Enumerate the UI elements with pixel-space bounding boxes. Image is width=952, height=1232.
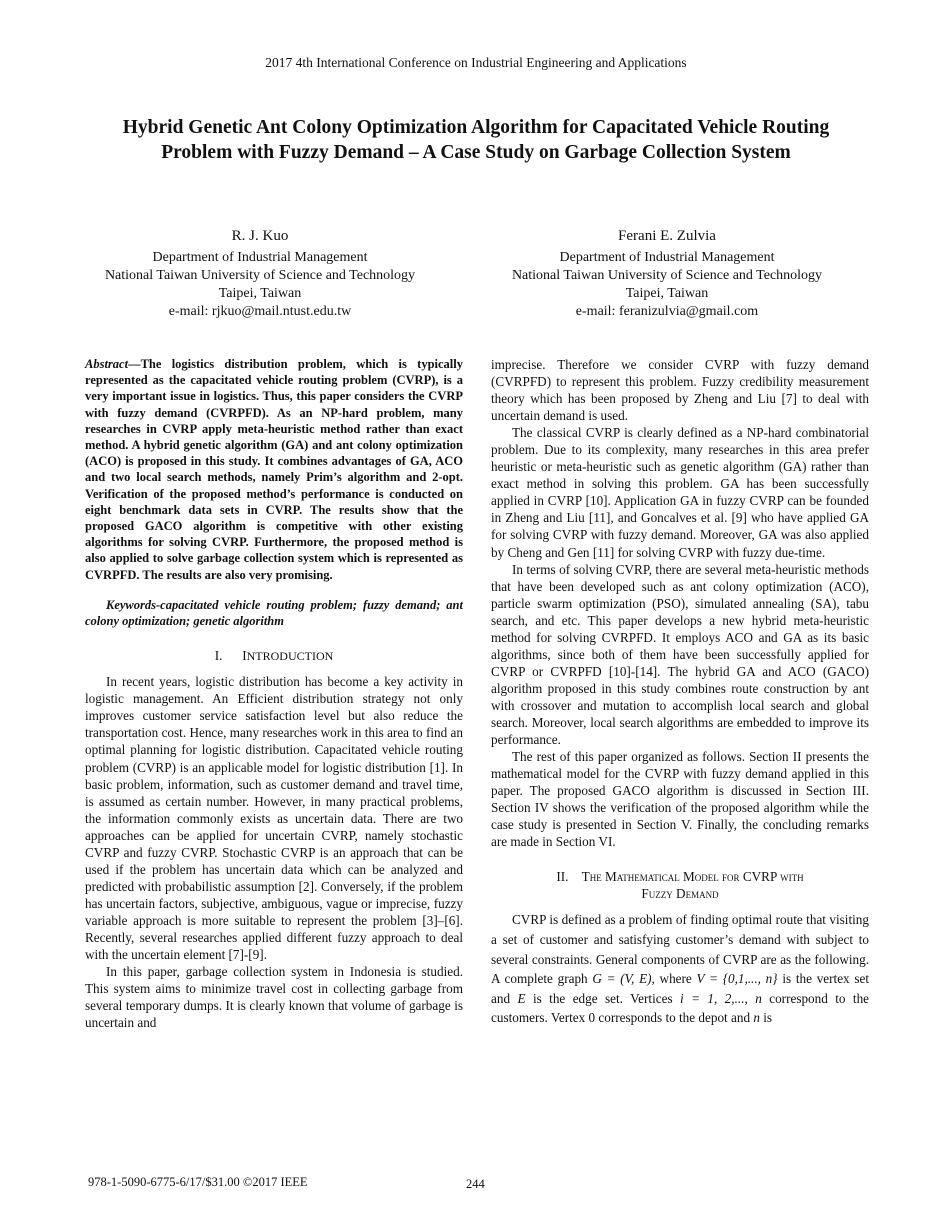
section-number: II. bbox=[556, 869, 569, 885]
author-univ: National Taiwan University of Science and Technology bbox=[104, 268, 416, 283]
paragraph: imprecise. Therefore we consider CVRP with fuzzy demand (CVRPFD) to represent this problem. Fuzzy credibility measurement theory which has been proposed by Zheng and Liu [7] to deal with uncertain demand is used. bbox=[491, 357, 869, 424]
text-run: correspond to the customers. Vertex 0 corresponds to the depot and bbox=[491, 990, 870, 1026]
conference-header: 2017 4th International Conference on Industrial Engineering and Applications bbox=[265, 55, 687, 70]
author-block-1 bbox=[70, 227, 450, 321]
text-run: , where bbox=[651, 971, 692, 987]
math-n: n bbox=[753, 1010, 760, 1026]
text-run: CVRP is defined as a problem of finding optimal route that visiting a set of customer and satisfying customer’s demand with subject to several constraints. General components of CVRP are as the following. A complete graph bbox=[491, 912, 869, 987]
left-column bbox=[85, 356, 463, 1031]
author-location: Taipei, Taiwan bbox=[625, 286, 709, 301]
section-title-line1: The Mathematical Model for CVRP with bbox=[581, 869, 804, 885]
paragraph: The classical CVRP is clearly defined as a NP-hard combinatorial problem. Due to its complexity, many researches in this area prefer heuristic or meta-heuristic such as genetic algorithm (GA) rather than exact method in solving this problem. GA has been successfully applied in CVRP [10]. Application GA in fuzzy CVRP can be founded in Zheng and Liu [11], and Goncalves et al. [9] who have applied GA for solving CVRP with fuzzy demand. Moreover, GA was also applied by Cheng and Gen [11] for solving CVRP with fuzzy due-time. bbox=[491, 425, 869, 560]
math-graph: G = (V, E) bbox=[592, 971, 652, 987]
section-heading-introduction bbox=[85, 647, 463, 665]
paragraph: In terms of solving CVRP, there are several meta-heuristic methods that have been developed such as ant colony optimization (ACO), particle swarm optimization (PSO), simulated annealing (SA), tabu search, and etc. This paper develops a new hybrid meta-heuristic method for solving CVRPFD. It employs ACO and GA as its basic algorithms, since both of them have been successfully applied for CVRP or CVRPFD [10]-[14]. The hybrid GA and ACO (GACO) algorithm proposed in this study combines route construction by ant with crossover and mutation to accomplish local search and global search. Moreover, local search algorithms are embedded to improve its performance. bbox=[491, 561, 869, 748]
paragraph: The rest of this paper organized as follows. Section II presents the mathematical model for the CVRP with fuzzy demand applied in this paper. The proposed GACO algorithm is discussed in Section III. Section IV shows the verification of the proposed algorithm while the case study is presented in Section V. Finally, the concluding remarks are made in Section VI. bbox=[491, 749, 869, 850]
math-edge-set: E bbox=[517, 990, 526, 1006]
section-title-rest: NTRODUCTION bbox=[246, 649, 334, 664]
paragraph: In recent years, logistic distribution has become a key activity in logistic management. An Efficient distribution strategy not only improves customer service satisfaction level but also reduce the transportation cost. Hence, many researches work in this area to find an optimal planning for logistic distribution. Capacitated vehicle routing problem (CVRP) is an applicable model for logistic distribution [1]. In basic problem, information, such as customer demand and travel time, is assumed as certain number. However, in many practical problems, the information commonly exists as uncertain data. There are two approaches can be applied for uncertain CVRP, namely stochastic CVRP and fuzzy CVRP. Stochastic CVRP is an approach that can be used if the problem has uncertain data which can be analyzed and predicted with probabilistic assumption [2]. Conversely, if the problem has uncertain factors, subjective, ambiguous, vague or imprecise, fuzzy variable approach is more suitable to represent the problem [3]–[6]. Recently, several researches applied different fuzzy approach to deal with the uncertain element [7]-[9]. bbox=[85, 674, 463, 963]
author-email: e-mail: feranizulvia@gmail.com bbox=[575, 304, 759, 319]
footer-isbn: 978-1-5090-6775-6/17/$31.00 ©2017 IEEE bbox=[88, 1175, 308, 1189]
section-title-line2: Fuzzy Demand bbox=[641, 886, 719, 902]
author-dept: Department of Industrial Management bbox=[152, 250, 368, 265]
paragraph: In this paper, garbage collection system in Indonesia is studied. This system aims to minimize travel cost in collecting garbage from several temporary dumps. It is clearly known that volume of garbage is uncertain and bbox=[85, 964, 463, 1031]
page-number: 244 bbox=[466, 1177, 485, 1191]
text-run: is the vertex set and bbox=[491, 971, 870, 1006]
paper-title: Hybrid Genetic Ant Colony Optimization Algorithm for Capacitated Vehicle Routing Problem with Fuzzy Demand – A Case Study on Garbage Collection System bbox=[122, 117, 830, 163]
section-heading-model bbox=[491, 868, 869, 902]
author-location: Taipei, Taiwan bbox=[218, 286, 302, 301]
abstract-label: Abstract bbox=[85, 357, 129, 371]
math-vertices: i = 1, 2,..., n bbox=[680, 990, 762, 1006]
abstract bbox=[85, 356, 463, 583]
section-number: I. bbox=[214, 648, 223, 664]
author-name: R. J. Kuo bbox=[231, 228, 289, 244]
math-vertex-set: V = {0,1,..., n} bbox=[696, 971, 778, 987]
text-run: is bbox=[763, 1010, 773, 1026]
abstract-text: —The logistics distribution problem, which is typically represented as the capacitated vehicle routing problem (CVRP), is a very important issue in logistics. Thus, this paper considers the CVRP with fuzzy demand (CVRPFD). As an NP-hard problem, many researches in CVRP apply meta-heuristic method rather than exact method. A hybrid genetic algorithm (GA) and ant colony optimization (ACO) is proposed in this study. It combines advantages of GA, ACO and two local search methods, namely Prim’s algorithm and 2-opt. Verification of the proposed method’s performance is conducted on eight benchmark data sets in CVRP. The results show that the proposed GACO algorithm is competitive with other existing algorithms for solving CVRP. Furthermore, the proposed method is also applied to solve garbage collection system which is represented as CVRPFD. The results are also very promising. bbox=[85, 357, 463, 582]
section-title-first: I bbox=[242, 648, 247, 664]
text-run: is the edge set. Vertices bbox=[532, 990, 673, 1006]
right-column bbox=[491, 356, 869, 1028]
author-dept: Department of Industrial Management bbox=[559, 250, 775, 265]
paragraph bbox=[491, 910, 869, 1028]
author-name: Ferani E. Zulvia bbox=[618, 228, 716, 244]
author-univ: National Taiwan University of Science and Technology bbox=[511, 268, 823, 283]
author-email: e-mail: rjkuo@mail.ntust.edu.tw bbox=[168, 304, 352, 319]
author-block-2 bbox=[477, 227, 857, 321]
keywords: Keywords-capacitated vehicle routing problem; fuzzy demand; ant colony optimization; genetic algorithm bbox=[85, 597, 463, 629]
